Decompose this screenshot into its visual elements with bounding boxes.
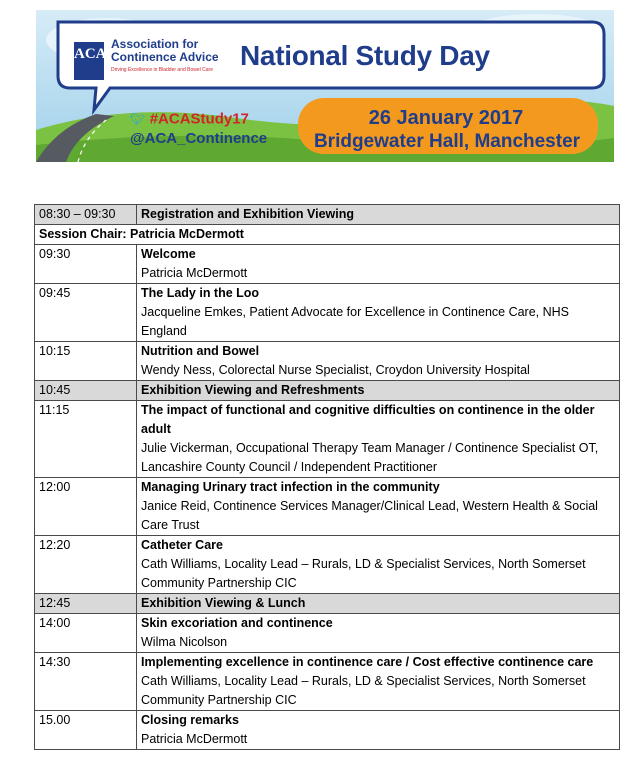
session-title: Managing Urinary tract infection in the community (141, 480, 440, 494)
session-time: 10:45 (35, 381, 137, 401)
event-title: National Study Day (240, 40, 490, 71)
session-chair: Session Chair: Patricia McDermott (35, 225, 620, 245)
schedule-row (35, 381, 620, 401)
session-time: 14:30 (35, 653, 137, 711)
event-venue: Bridgewater Hall, Manchester (313, 131, 581, 152)
session-title: Welcome (141, 247, 196, 261)
session-time: 12:00 (35, 478, 137, 536)
twitter-bird-icon: 🐦︎ (130, 111, 146, 126)
session-title: The Lady in the Loo (141, 286, 260, 300)
schedule-row (35, 342, 620, 381)
aca-logo: ACA (72, 40, 106, 82)
organisation-tagline: Driving Excellence in Bladder and Bowel Care (111, 67, 213, 73)
session-time: 08:30 – 09:30 (35, 205, 137, 225)
session-speaker: Wendy Ness, Colorectal Nurse Specialist, Croydon University Hospital (141, 363, 530, 377)
schedule-row (35, 536, 620, 594)
organisation-name: Association for Continence Advice (111, 37, 219, 64)
event-hashtag: #ACAStudy17 (149, 110, 249, 128)
schedule-row (35, 284, 620, 342)
session-speaker: Patricia McDermott (141, 266, 248, 280)
schedule-row (35, 594, 620, 614)
session-title: Exhibition Viewing & Lunch (141, 596, 306, 610)
schedule-row (35, 614, 620, 653)
session-time: 12:20 (35, 536, 137, 594)
session-speaker: Janice Reid, Continence Services Manager/Clinical Lead, Western Health & Social Care Trust (141, 499, 598, 532)
session-title: The impact of functional and cognitive difficulties on continence in the older adult (141, 403, 595, 436)
session-title: Registration and Exhibition Viewing (141, 207, 354, 221)
session-chair-row (35, 225, 620, 245)
session-speaker: Patricia McDermott (141, 732, 248, 746)
event-banner (36, 10, 614, 162)
session-time: 10:15 (35, 342, 137, 381)
twitter-handle: @ACA_Continence (130, 130, 268, 147)
schedule-row (35, 245, 620, 284)
schedule-row (35, 478, 620, 536)
hashtag-row (130, 110, 249, 128)
session-title: Implementing excellence in continence care / Cost effective continence care (141, 655, 594, 669)
session-title: Catheter Care (141, 538, 223, 552)
session-title: Exhibition Viewing and Refreshments (141, 383, 365, 397)
programme-table (34, 204, 620, 750)
session-speaker: Jacqueline Emkes, Patient Advocate for Excellence in Continence Care, NHS England (141, 305, 570, 338)
session-time: 12:45 (35, 594, 137, 614)
session-time: 09:45 (35, 284, 137, 342)
session-time: 14:00 (35, 614, 137, 653)
schedule-row (35, 711, 620, 750)
session-time: 15.00 (35, 711, 137, 750)
schedule-row (35, 653, 620, 711)
schedule-row (35, 401, 620, 478)
session-title: Skin excoriation and continence (141, 616, 333, 630)
session-time: 09:30 (35, 245, 137, 284)
session-speaker: Julie Vickerman, Occupational Therapy Team Manager / Continence Specialist OT, Lancashire County Council / Independent Practitioner (141, 441, 599, 474)
event-date: 26 January 2017 (368, 107, 524, 129)
session-title: Nutrition and Bowel (141, 344, 260, 358)
session-speaker: Wilma Nicolson (141, 635, 228, 649)
session-title: Closing remarks (141, 713, 239, 727)
schedule-row (35, 205, 620, 225)
session-speaker: Cath Williams, Locality Lead – Rurals, LD & Specialist Services, North Somerset Community Partnership CIC (141, 674, 586, 707)
session-time: 11:15 (35, 401, 137, 478)
session-speaker: Cath Williams, Locality Lead – Rurals, LD & Specialist Services, North Somerset Community Partnership CIC (141, 557, 586, 590)
